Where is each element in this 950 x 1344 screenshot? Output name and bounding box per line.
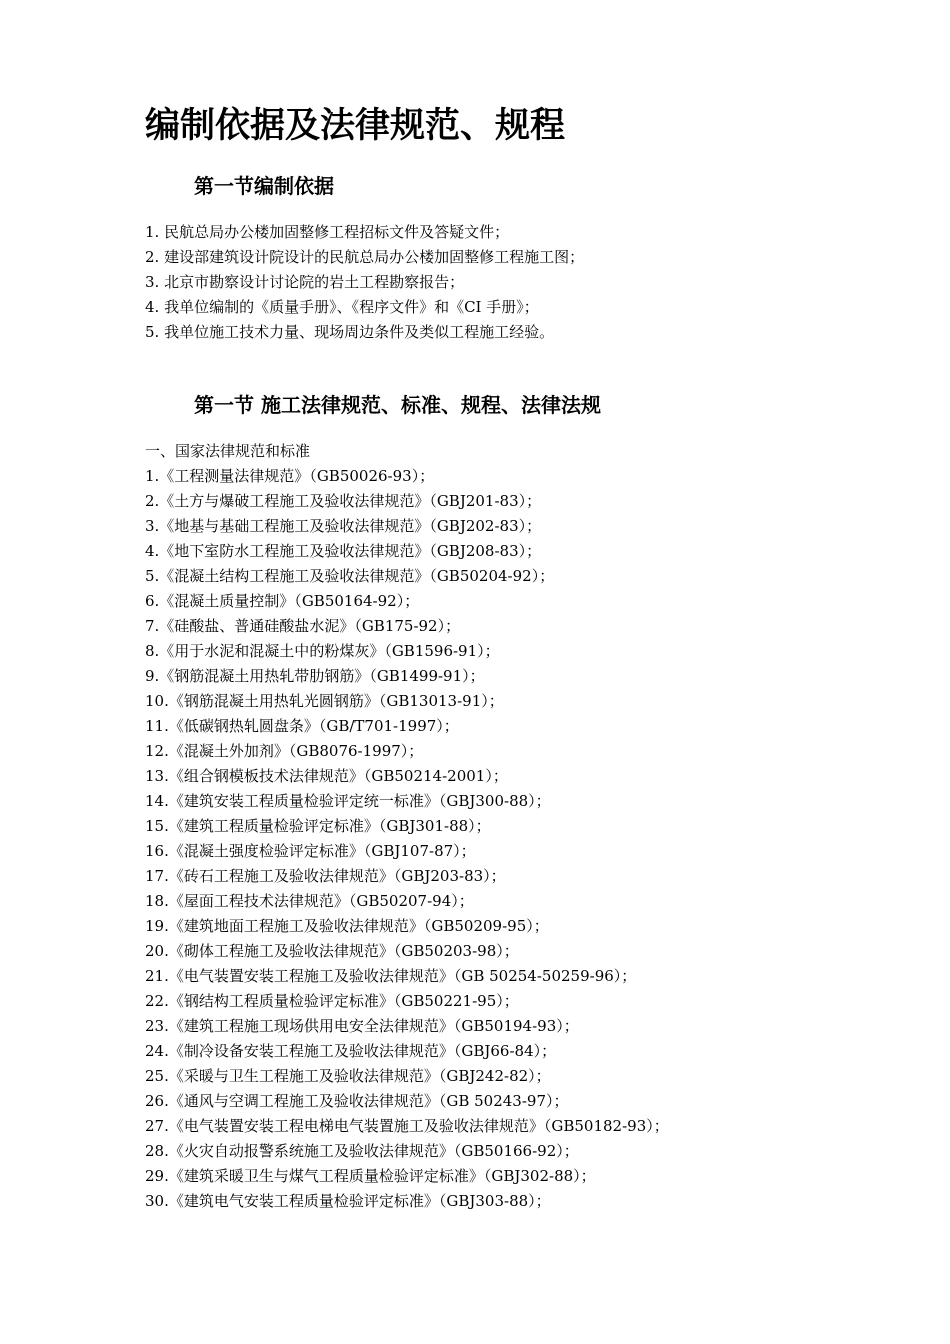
section-heading-basis: 第一节编制依据 (194, 174, 334, 198)
list-item: 12.《混凝土外加剂》（GB8076-1997）； (145, 742, 424, 760)
list-item: 6.《混凝土质量控制》（GB50164-92）； (145, 592, 420, 610)
list-item: 30.《建筑电气安装工程质量检验评定标准》（GBJ303-88）； (145, 1192, 551, 1210)
basis-list (145, 220, 584, 345)
list-item: 8.《用于水泥和混凝土中的粉煤灰》（GB1596-91）； (145, 642, 500, 660)
list-item: 4.《地下室防水工程施工及验收法律规范》（GBJ208-83）； (145, 542, 542, 560)
list-item: 27.《电气装置安装工程电梯电气装置施工及验收法律规范》（GB50182-93）； (145, 1117, 669, 1135)
list-item: 4. 我单位编制的《质量手册》、《程序文件》和《CI 手册》； (145, 298, 539, 316)
list-item: 7.《硅酸盐、普通硅酸盐水泥》（GB175-92）； (145, 617, 461, 635)
list-item: 14.《建筑安装工程质量检验评定统一标准》（GBJ300-88）； (145, 792, 551, 810)
list-item: 5. 我单位施工技术力量、现场周边条件及类似工程施工经验。 (145, 323, 555, 341)
list-item: 19.《建筑地面工程施工及验收法律规范》（GB50209-95）； (145, 917, 549, 935)
list-item: 3.《地基与基础工程施工及验收法律规范》（GBJ202-83）； (145, 517, 542, 535)
list-item: 18.《屋面工程技术法律规范》（GB50207-94）； (145, 892, 474, 910)
list-item: 2.《土方与爆破工程施工及验收法律规范》（GBJ201-83）； (145, 492, 542, 510)
list-item: 17.《砖石工程施工及验收法律规范》（GBJ203-83）； (145, 867, 506, 885)
standards-subheading: 一、国家法律规范和标准 (145, 442, 311, 460)
list-item: 9.《钢筋混凝土用热轧带肋钢筋》（GB1499-91）； (145, 667, 485, 685)
list-item: 11.《低碳钢热轧圆盘条》（GB/T701-1997）； (145, 717, 459, 735)
list-item: 15.《建筑工程质量检验评定标准》（GBJ301-88）； (145, 817, 491, 835)
list-item: 28.《火灾自动报警系统施工及验收法律规范》（GB50166-92）； (145, 1142, 579, 1160)
list-item: 20.《砌体工程施工及验收法律规范》（GB50203-98）； (145, 942, 519, 960)
list-item: 29.《建筑采暖卫生与煤气工程质量检验评定标准》（GBJ302-88）； (145, 1167, 596, 1185)
list-item: 10.《钢筋混凝土用热轧光圆钢筋》（GB13013-91）； (145, 692, 504, 710)
list-item: 2. 建设部建筑设计院设计的民航总局办公楼加固整修工程施工图； (145, 248, 585, 266)
list-item: 26.《通风与空调工程施工及验收法律规范》（GB 50243-97）； (145, 1092, 569, 1110)
list-item: 5.《混凝土结构工程施工及验收法律规范》（GB50204-92）； (145, 567, 555, 585)
list-item: 1.《工程测量法律规范》（GB50026-93）； (145, 467, 435, 485)
list-item: 21.《电气装置安装工程施工及验收法律规范》（GB 50254-50259-96）； (145, 967, 637, 985)
list-item: 16.《混凝土强度检验评定标准》（GBJ107-87）； (145, 842, 476, 860)
list-item: 25.《采暖与卫生工程施工及验收法律规范》（GBJ242-82）； (145, 1067, 551, 1085)
standards-list (145, 439, 669, 1214)
list-item: 13.《组合钢模板技术法律规范》（GB50214-2001）； (145, 767, 508, 785)
list-item: 3. 北京市勘察设计讨论院的岩土工程勘察报告； (145, 273, 465, 291)
section-heading-standards: 第一节 施工法律规范、标准、规程、法律法规 (194, 393, 601, 417)
list-item: 1. 民航总局办公楼加固整修工程招标文件及答疑文件； (145, 223, 510, 241)
list-item: 22.《钢结构工程质量检验评定标准》（GB50221-95）； (145, 992, 519, 1010)
list-item: 23.《建筑工程施工现场供用电安全法律规范》（GB50194-93）； (145, 1017, 579, 1035)
document-title: 编制依据及法律规范、规程 (145, 106, 566, 146)
list-item: 24.《制冷设备安装工程施工及验收法律规范》（GBJ66-84）； (145, 1042, 557, 1060)
